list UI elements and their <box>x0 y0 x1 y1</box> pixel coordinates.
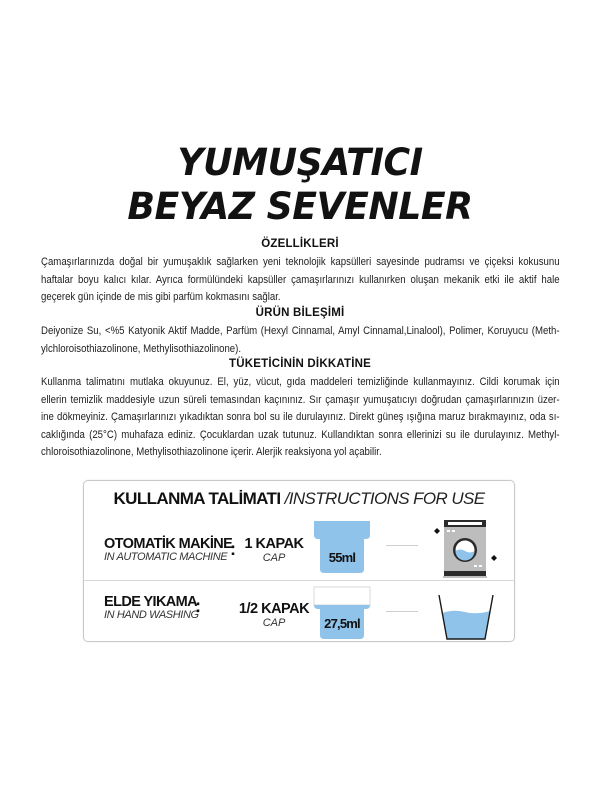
usage-title-separator: / <box>280 489 289 508</box>
hand-wash-dose-en: CAP <box>262 617 286 629</box>
usage-instructions-box <box>83 480 515 642</box>
cup-half-icon <box>312 585 372 641</box>
usage-title <box>84 489 514 509</box>
basin-icon <box>429 593 501 648</box>
text-line: haftalar boyu kalıcı kılar. Ayrıca formülündeki kapsüller çamaşırlarınızı kullanırken oluşan mekanik etki ile aktif hale <box>41 273 560 286</box>
cup-full-icon <box>312 519 372 575</box>
arrow-line <box>386 611 418 612</box>
features-paragraph <box>41 254 560 307</box>
usage-title-tr: KULLANMA TALİMATI <box>113 489 281 508</box>
row-divider <box>84 580 514 581</box>
colon: : <box>230 539 236 559</box>
composition-heading: ÜRÜN BİLEŞİMİ <box>255 307 345 319</box>
machine-label-en: IN AUTOMATIC MACHINE <box>104 551 228 563</box>
composition-paragraph <box>41 323 560 358</box>
hand-wash-label-tr: ELDE YIKAMA <box>104 594 198 610</box>
washing-machine-icon <box>429 518 501 585</box>
cup-amount: 55ml <box>328 550 356 565</box>
text-line: ine dökmeyiniz. Çamaşırlarınızı yıkadıktan sonra bol su ile durulayınız. Direkt güneş ışığına maruz bırakmayınız, oda sı- <box>41 411 560 423</box>
warnings-heading: TÜKETİCİNİN DİKKATİNE <box>229 358 371 370</box>
machine-label-tr: OTOMATİK MAKİNE <box>104 536 233 552</box>
machine-label <box>104 536 232 563</box>
machine-dose <box>239 536 309 564</box>
text-line: chloroisothiazolinone, Methylisothiazolinone içerir. Alerjik reaksiyona yol açabilir. <box>41 446 382 458</box>
title-line-1: YUMUŞATICI <box>177 141 423 184</box>
cup-amount: 27,5ml <box>324 616 360 631</box>
text-line: Kullanma talimatını mutlaka okuyunuz. El, yüz, vücut, gıda maddeleri temizliğinde kullanmayınız. Cildi korumak için <box>41 376 560 388</box>
text-line: ylchloroisothiazolinone, Methylisothiazolinone). <box>41 342 242 355</box>
colon: : <box>195 596 201 616</box>
arrow-line <box>386 545 418 546</box>
text-line: ellerin temizlik maddesiyle uzun süreli temasından kaçınınız. Sır çamaşır yumuşatıcıyı doğrudan çamaşırlarınızın üzer- <box>41 393 560 406</box>
machine-dose-en: CAP <box>262 552 286 564</box>
usage-title-en: INSTRUCTIONS FOR USE <box>288 489 485 508</box>
warnings-paragraph <box>41 374 560 462</box>
title-line-2: BEYAZ SEVENLER <box>127 185 473 228</box>
hand-wash-label-en: IN HAND WASHING <box>104 609 199 621</box>
text-line: Çamaşırlarınızda doğal bir yumuşaklık sağlarken yeni teknolojik kapsülleri sayesinde pudramsı ve çiçeksi kokusunu <box>41 256 560 268</box>
text-line: Deiyonize Su, <%5 Katyonik Aktif Madde, Parfüm (Hexyl Cinnamal, Amyl Cinnamal,Linalool), Polimer, Koruyucu (Meth- <box>41 325 560 337</box>
features-heading: ÖZELLİKLERİ <box>261 238 339 250</box>
hand-wash-dose <box>234 601 314 629</box>
text-line: geçerek gün içinde de mis gibi parfüm kokmasını sağlar. <box>41 291 281 303</box>
hand-wash-label <box>104 594 199 621</box>
hand-wash-dose-tr: 1/2 KAPAK <box>238 601 310 617</box>
machine-dose-tr: 1 KAPAK <box>244 536 304 552</box>
text-line: caklığında (25°C) muhafaza ediniz. Çocuklardan uzak tutunuz. Kullandıktan sonra ellerinizi su ile durulayınız. Methyl- <box>41 428 560 441</box>
